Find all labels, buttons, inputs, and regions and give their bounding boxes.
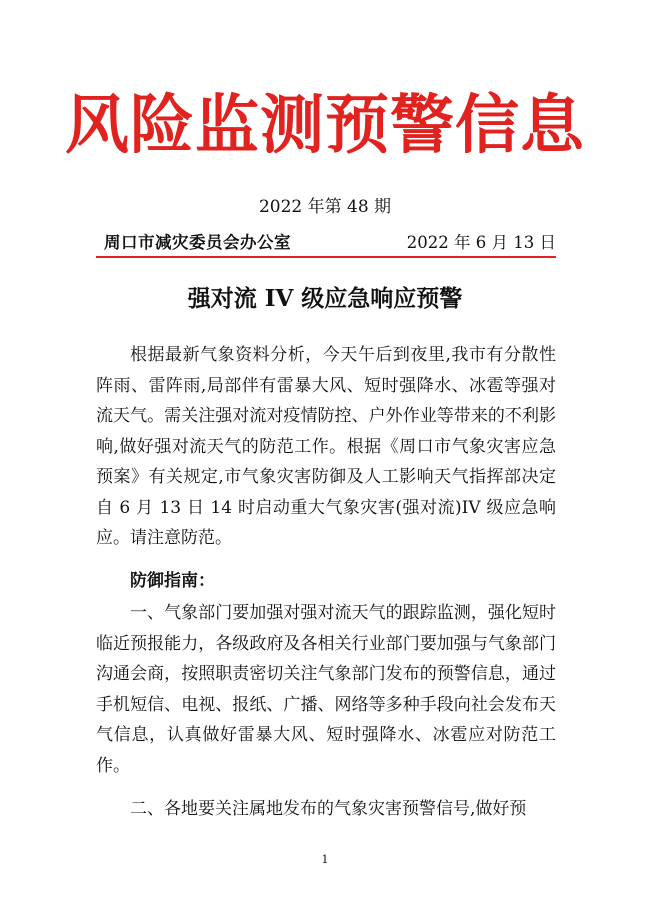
guidance-item-2: 二、各地要关注属地发布的气象灾害预警信号,做好预 xyxy=(130,799,527,819)
issuer-line xyxy=(96,232,556,254)
red-divider-line xyxy=(96,256,556,258)
guidance-heading: 防御指南： xyxy=(130,571,215,591)
issue-date: 2022 年 6 月 13 日 xyxy=(406,233,556,252)
masthead-title: 风险监测预警信息 xyxy=(65,88,585,163)
issue-number: 2022 年第 48 期 xyxy=(258,197,392,217)
guidance-item-1: 一、气象部门要加强对强对流天气的跟踪监测，强化短时临近预报能力，各级政府及各相关行业部门要加强与气象部门沟通会商，按照职责密切关注气象部门发布的预警信息，通过手机短信、电视、报纸、广播、网络等多种手段向社会发布天气信息，认真做好雷暴大风、短时强降水、冰雹应对防范工作。 xyxy=(96,603,556,776)
issuing-office: 周口市减灾委员会办公室 xyxy=(104,233,291,252)
page-number: 1 xyxy=(321,853,329,866)
notice-title: 强对流 IV 级应急响应预警 xyxy=(187,285,463,312)
intro-paragraph: 根据最新气象资料分析，今天午后到夜里,我市有分散性阵雨、雷阵雨,局部伴有雷暴大风、短时强降水、冰雹等强对流天气。需关注强对流对疫情防控、户外作业等带来的不利影响,做好强对流天气的防范工作。根据《周口市气象灾害应急预案》有关规定,市气象灾害防御及人工影响天气指挥部决定自 6 月 13 日 14 时启动重大气象灾害(强对流)IV 级应急响应。请注意防范。 xyxy=(96,345,556,548)
